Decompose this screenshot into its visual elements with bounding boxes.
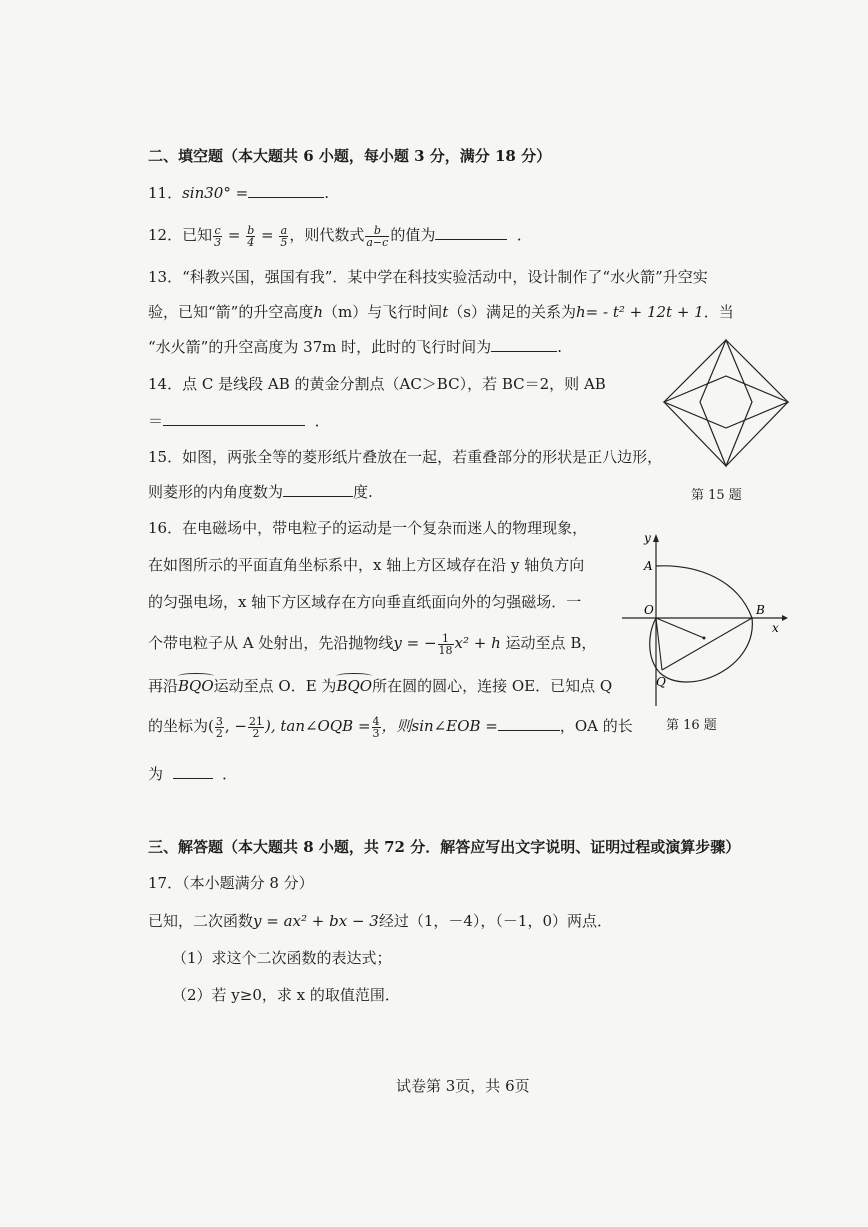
- q12-tail: 的值为: [390, 226, 436, 244]
- label-o: O: [644, 603, 654, 617]
- q13-equation: h= - t² + 12t + 1: [575, 303, 704, 321]
- coordinate-figure: [618, 528, 790, 708]
- point-e: [703, 637, 706, 640]
- q16-fraction-3-2: $\frac{3}{2}$: [215, 714, 223, 740]
- q16-line1: 16．在电磁场中，带电粒子的运动是一个复杂而迷人的物理现象，: [148, 519, 588, 537]
- q12-answer-blank[interactable]: [435, 225, 507, 240]
- x-axis-arrow: [782, 615, 788, 621]
- q16-line7: 为 ．: [148, 765, 238, 783]
- q17-header: 17．（本小题满分 8 分）: [148, 874, 314, 892]
- rhombus-overlap-figure: [660, 336, 792, 470]
- q17-part2: （2）若 y≥0，求 x 的取值范围．: [172, 986, 400, 1004]
- page-footer: 试卷第 3页，共 6页: [396, 1077, 530, 1095]
- q15-line1: 15．如图，两张全等的菱形纸片叠放在一起，若重叠部分的形状是正八边形，: [148, 448, 663, 466]
- q16-line6: 的坐标为( $\frac{3}{2}$ , − $\frac{21}{2}$ ), tan∠OQB = $\frac{4}{3}$ ，则sin∠EOB = ，OA 的长: [148, 714, 633, 740]
- q16-line3: 的匀强电场，x 轴下方区域存在方向垂直纸面向外的匀强磁场．一: [148, 593, 582, 611]
- q13-line2: 验，已知“箭”的升空高度h（m）与飞行时间t（s）满足的关系为h= - t² + 12t + 1．当: [148, 303, 734, 321]
- section2-title: 二、填空题（本大题共 6 小题，每小题 3 分，满分 18 分）: [148, 147, 552, 165]
- q17-line1: 已知，二次函数y = ax² + bx − 3经过（1，－4），（－1，0）两点．: [148, 912, 613, 930]
- q16-line4: 个带电粒子从 A 处射出，先沿抛物线y = − $\frac{1}{18}$ x² + h 运动至点 B，: [148, 631, 597, 657]
- q15-caption: 第 15 题: [691, 488, 742, 503]
- parabola-arc: [656, 566, 752, 618]
- y-axis-arrow: [653, 534, 659, 542]
- q12-fraction-c3: $\frac{c}{3}$: [214, 223, 222, 249]
- q16-sin-answer-blank[interactable]: [498, 716, 560, 731]
- q14-line2: ＝ ．: [148, 412, 330, 430]
- label-a: A: [644, 559, 653, 573]
- q16-caption: 第 16 题: [666, 718, 717, 733]
- q11-answer-blank[interactable]: [248, 183, 324, 198]
- rhombus-outline-square: [664, 340, 788, 466]
- q11-number: 11．: [148, 184, 183, 202]
- q12-mid: ，则代数式: [289, 226, 365, 244]
- section3-title: 三、解答题（本大题共 8 小题，共 72 分．解答应写出文字说明、证明过程或演算步骤）: [148, 838, 741, 856]
- question-11: [148, 182, 329, 204]
- label-y: y: [644, 531, 651, 545]
- label-q: Q: [656, 675, 666, 689]
- label-b: B: [756, 603, 765, 617]
- q16-fraction-4-3: $\frac{4}{3}$: [372, 714, 380, 740]
- q16-line2: 在如图所示的平面直角坐标系中，x 轴上方区域存在沿 y 轴负方向: [148, 556, 585, 574]
- q13-line1: 13．“科教兴国，强国有我”．某中学在科技实验活动中，设计制作了“水火箭”升空实: [148, 268, 708, 286]
- label-x: x: [772, 621, 779, 635]
- q17-equation: y = ax² + bx − 3: [253, 912, 379, 930]
- segment-oq: [656, 618, 662, 670]
- circle-arc-bqo: [650, 618, 753, 682]
- q16-fraction-1-18: $\frac{1}{18}$: [438, 631, 453, 657]
- q13-answer-blank[interactable]: [491, 337, 557, 352]
- q12-fraction-b4: $\frac{b}{4}$: [247, 223, 255, 249]
- q12-number: 12．已知: [148, 226, 213, 244]
- q13-line3: “水火箭”的升空高度为 37m 时，此时的飞行时间为 .: [148, 338, 562, 356]
- question-12: 12．已知 $\frac{c}{3}$ = $\frac{b}{4}$ = $\frac{a}{5}$ ，则代数式 $\frac{b}{a-c}$ 的值为 ．: [148, 223, 532, 249]
- q16-oa-answer-blank[interactable]: [173, 764, 213, 779]
- q12-fraction-a5: $\frac{a}{5}$: [280, 223, 288, 249]
- q16-line5: 再沿BQO运动至点 O．E 为BQO所在圆的圆心，连接 OE．已知点 Q: [148, 677, 613, 695]
- q12-fraction-expression: $\frac{b}{a-c}$: [366, 223, 389, 249]
- arc-bqo-2: BQO: [336, 677, 373, 695]
- arc-bqo: BQO: [178, 677, 214, 695]
- q12-end: ．: [516, 226, 532, 244]
- q17-part1: （1）求这个二次函数的表达式；: [172, 949, 392, 967]
- q11-expression: sin30° =: [182, 184, 249, 202]
- q16-fraction-21-2: $\frac{21}{2}$: [248, 714, 263, 740]
- q11-end: .: [324, 184, 329, 202]
- q15-answer-blank[interactable]: [283, 482, 353, 497]
- segment-oe: [656, 618, 704, 638]
- q15-line2: 则菱形的内角度数为 度.: [148, 483, 373, 501]
- q14-answer-blank[interactable]: [163, 411, 305, 426]
- q14-line1: 14．点 C 是线段 AB 的黄金分割点（AC＞BC），若 BC＝2，则 AB: [148, 375, 606, 393]
